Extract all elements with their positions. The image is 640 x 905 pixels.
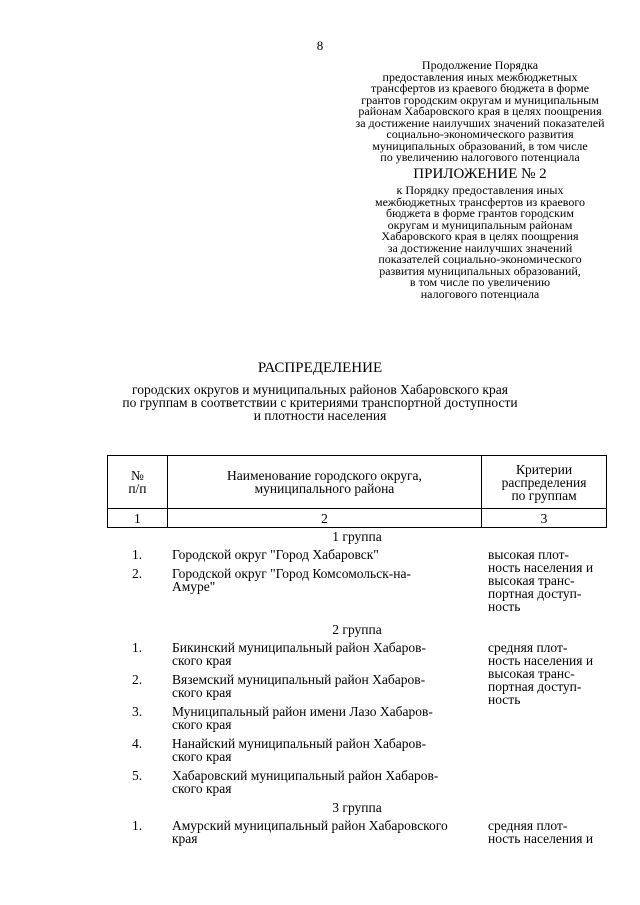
- row-name: [172, 641, 482, 667]
- criteria-line: ность: [488, 599, 521, 614]
- column-number: 1: [108, 509, 168, 528]
- header-text: Критерии: [516, 461, 573, 477]
- criteria-line: ность населения и: [488, 560, 594, 575]
- appendix-title: ПРИЛОЖЕНИЕ № 2: [413, 166, 547, 182]
- continuation-line: трансфертов из краевого бюджета в форме: [370, 81, 590, 95]
- table-row: [107, 737, 607, 763]
- row-name-line: Городской округ "Город Комсомольск-на-: [172, 566, 411, 581]
- header-text: п/п: [128, 481, 147, 496]
- criteria-line: портная доступ-: [488, 586, 582, 601]
- appendix-line: налогового потенциала: [420, 286, 540, 301]
- appendix-line: бюджета в форме грантов городским: [386, 206, 574, 220]
- row-name-line: Нанайский муниципальный район Хабаров-: [172, 736, 427, 751]
- table-header-row: [108, 456, 607, 509]
- column-number: 3: [482, 509, 607, 528]
- page-number: 8: [316, 38, 324, 53]
- row-name: [172, 769, 482, 795]
- continuation-line: социально-экономического развития: [386, 127, 574, 141]
- appendix-line: развития муниципальных образований,: [379, 263, 581, 278]
- header-text: муниципального района: [254, 481, 395, 496]
- group-title: 2 группа: [332, 622, 382, 637]
- row-number: 2.: [131, 566, 143, 581]
- continuation-line: грантов городским округам и муниципальным: [361, 92, 599, 107]
- row-name-line: Амурский муниципальный район Хабаровского: [172, 818, 448, 833]
- appendix-description: [345, 185, 615, 300]
- appendix-line: показателей социально-экономического: [378, 252, 582, 266]
- table-row: [107, 673, 607, 699]
- criteria-line: высокая транс-: [488, 573, 575, 588]
- row-name-line: ского края: [172, 717, 232, 732]
- table-row: [107, 819, 607, 845]
- row-number: 5.: [131, 768, 143, 783]
- row-name-line: Вяземский муниципальный район Хабаров-: [172, 672, 426, 687]
- table-row: [107, 567, 607, 593]
- group-title: 1 группа: [332, 529, 382, 544]
- row-number: 1.: [131, 818, 143, 833]
- row-name: [172, 567, 482, 593]
- row-number: 1.: [131, 640, 143, 655]
- row-name-line: края: [172, 831, 198, 846]
- row-name: [172, 737, 482, 763]
- row-number: 2.: [131, 672, 143, 687]
- criteria-line: высокая транс-: [488, 666, 575, 681]
- header-name: [167, 456, 481, 509]
- continuation-line: районам Хабаровского края в целях поощрения: [358, 104, 602, 118]
- continuation-line: муниципальных образований, в том числе: [372, 138, 588, 153]
- continuation-line: по увеличению налогового потенциала: [380, 150, 580, 164]
- header-text: №: [130, 468, 144, 483]
- document-title: РАСПРЕДЕЛЕНИЕ: [257, 360, 383, 376]
- appendix-line: Хабаровского края в целях поощрения: [381, 229, 579, 243]
- appendix-line: округам и муниципальным районам: [387, 217, 573, 232]
- subtitle-line: по группам в соответствии с критериями транспортной доступности: [122, 395, 518, 410]
- groups-list: [107, 530, 607, 845]
- continuation-line: за достижение наилучших значений показателей: [355, 115, 605, 130]
- column-number-row: [108, 509, 607, 528]
- table-row: [107, 705, 607, 731]
- group-3: [107, 801, 607, 845]
- group-1: [107, 529, 607, 614]
- row-name-line: ского края: [172, 749, 232, 764]
- header-text: по группам: [511, 487, 577, 503]
- subtitle-line: и плотности населения: [253, 408, 387, 423]
- header-text: распределения: [501, 474, 587, 490]
- row-name: [172, 819, 482, 845]
- document-subtitle: [100, 383, 540, 422]
- row-name-line: Хабаровский муниципальный район Хабаров-: [172, 768, 439, 783]
- header-criteria: [482, 456, 607, 509]
- group-title: 3 группа: [332, 800, 382, 815]
- appendix-line: межбюджетных трансфертов из краевого: [375, 194, 585, 209]
- criteria-line: средняя плот-: [488, 818, 568, 833]
- column-number: 2: [167, 509, 481, 528]
- row-name-line: ского края: [172, 685, 232, 700]
- criteria-line: ность населения и: [488, 831, 594, 846]
- distribution-table-header: [107, 455, 607, 528]
- row-name-line: Муниципальный район имени Лазо Хабаров-: [172, 704, 433, 719]
- appendix-line: за достижение наилучших значений: [387, 240, 573, 255]
- group-criteria: [488, 819, 608, 845]
- row-name: [172, 705, 482, 731]
- row-name: [172, 548, 482, 561]
- continuation-line: Продолжение Порядка: [421, 58, 539, 72]
- row-number: 4.: [131, 736, 143, 751]
- criteria-line: средняя плот-: [488, 640, 568, 655]
- table-row: [107, 769, 607, 795]
- group-2: [107, 623, 607, 795]
- criteria-line: портная доступ-: [488, 679, 582, 694]
- row-name-line: ского края: [172, 653, 232, 668]
- criteria-line: ность населения и: [488, 653, 594, 668]
- row-number: 3.: [131, 704, 143, 719]
- criteria-line: ность: [488, 692, 521, 707]
- header-number: [108, 456, 168, 509]
- row-name-line: Городской округ "Город Хабаровск": [172, 547, 379, 562]
- row-number: 1.: [131, 547, 143, 562]
- subtitle-line: городских округов и муниципальных районов Хабаровского края: [132, 382, 508, 397]
- row-name-line: Бикинский муниципальный район Хабаров-: [172, 640, 426, 655]
- continuation-note: [345, 60, 615, 164]
- row-name-line: ского края: [172, 781, 232, 796]
- header-text: Наименование городского округа,: [227, 468, 422, 483]
- row-name: [172, 673, 482, 699]
- criteria-line: высокая плот-: [488, 547, 570, 562]
- row-name-line: Амуре": [172, 579, 216, 594]
- appendix-line: к Порядку предоставления иных: [396, 183, 564, 197]
- appendix-line: в том числе по увеличению: [409, 275, 551, 289]
- continuation-line: предоставления иных межбюджетных: [382, 69, 578, 84]
